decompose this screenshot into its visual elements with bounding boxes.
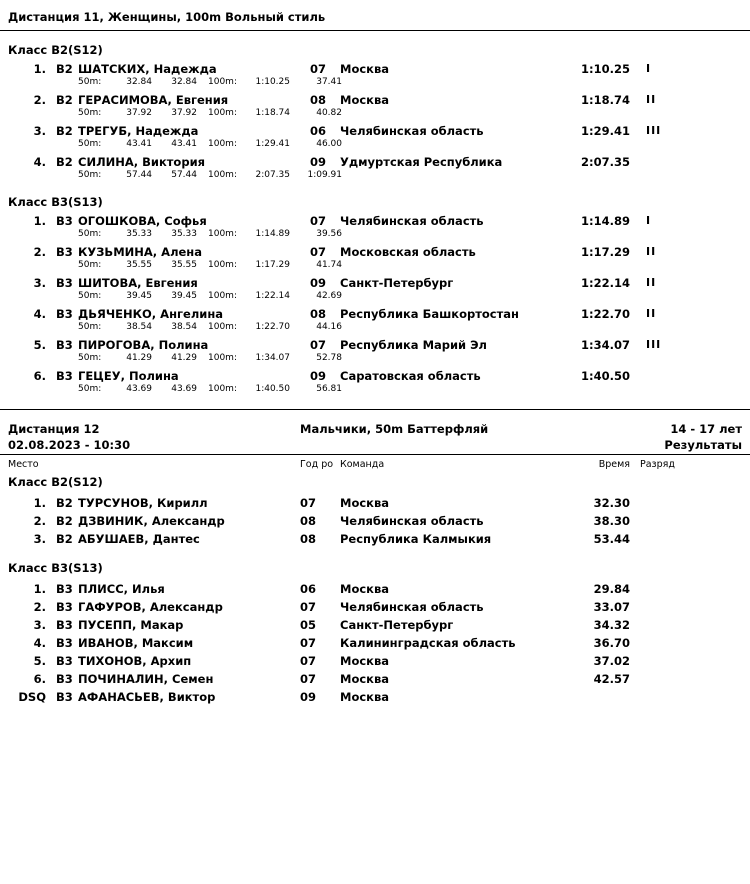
sport-class: B3 — [56, 276, 73, 290]
split-value-2: 43.69 — [171, 384, 197, 394]
sport-class: B3 — [56, 369, 73, 383]
team: Республика Башкортостан — [340, 307, 519, 321]
sport-class: B3 — [56, 690, 73, 704]
splits-row — [0, 291, 750, 304]
table-row — [0, 689, 750, 707]
split-value-1: 35.33 — [126, 229, 152, 239]
athlete-name: ПИРОГОВА, Полина — [78, 338, 209, 352]
result-row — [0, 335, 750, 366]
column-team: Команда — [340, 459, 385, 470]
team: Челябинская область — [340, 214, 484, 228]
year-of-birth: 07 — [300, 672, 317, 686]
result-row — [0, 90, 750, 121]
athlete-name: ДЗВИНИК, Александр — [78, 514, 225, 528]
rank-category: I — [646, 214, 652, 227]
split-value-1: 43.69 — [126, 384, 152, 394]
rank-category: III — [646, 338, 662, 351]
result-row — [0, 59, 750, 90]
rank: 2. — [33, 245, 46, 259]
athlete-name: ОГОШКОВА, Софья — [78, 214, 207, 228]
year-of-birth: 07 — [309, 338, 326, 352]
split-label-100: 100m: — [208, 353, 237, 363]
athlete-name: АФАНАСЬЕВ, Виктор — [78, 690, 216, 704]
split-value-1: 38.54 — [126, 322, 152, 332]
athlete-name: ПЛИСС, Илья — [78, 582, 165, 596]
rank: 2. — [33, 514, 46, 528]
year-of-birth: 08 — [300, 514, 317, 528]
split-value-4: 52.78 — [316, 353, 342, 363]
team: Москва — [340, 93, 390, 107]
split-value-2: 57.44 — [171, 170, 197, 180]
event-datetime: 02.08.2023 - 10:30 — [8, 438, 131, 452]
split-label-100: 100m: — [208, 229, 237, 239]
split-label-100: 100m: — [208, 139, 237, 149]
split-value-4: 37.41 — [316, 77, 342, 87]
column-rank-category: Разряд — [640, 459, 675, 470]
split-value-4: 46.00 — [316, 139, 342, 149]
team: Московская область — [340, 245, 476, 259]
year-of-birth: 09 — [300, 690, 317, 704]
athlete-name: ТИХОНОВ, Архип — [78, 654, 192, 668]
event-title: Дистанция 12 — [8, 422, 100, 436]
results-label: Результаты — [664, 438, 742, 452]
split-label-50: 50m: — [78, 139, 102, 149]
athlete-name: ПОЧИНАЛИН, Семен — [78, 672, 214, 686]
rank: 1. — [33, 214, 46, 228]
split-label-50: 50m: — [78, 291, 102, 301]
split-label-50: 50m: — [78, 322, 102, 332]
rank: DSQ — [18, 690, 46, 704]
athlete-name: ТРЕГУБ, Надежда — [78, 124, 199, 138]
split-value-2: 37.92 — [171, 108, 197, 118]
split-value-1: 37.92 — [126, 108, 152, 118]
year-of-birth: 07 — [309, 62, 326, 76]
table-row — [0, 581, 750, 599]
split-label-100: 100m: — [208, 108, 237, 118]
team: Челябинская область — [340, 514, 484, 528]
rank-category: II — [646, 307, 657, 320]
final-time: 36.70 — [593, 636, 630, 650]
rank: 1. — [33, 62, 46, 76]
rank: 1. — [33, 496, 46, 510]
split-value-1: 32.84 — [126, 77, 152, 87]
final-time: 1:18.74 — [581, 93, 630, 107]
table-row — [0, 653, 750, 671]
year-of-birth: 07 — [300, 636, 317, 650]
column-headers — [0, 455, 750, 475]
sport-class: B2 — [56, 124, 73, 138]
column-place: Место — [8, 459, 39, 470]
split-value-2: 35.33 — [171, 229, 197, 239]
rank: 3. — [33, 124, 46, 138]
split-label-100: 100m: — [208, 170, 237, 180]
athlete-name: ГЕРАСИМОВА, Евгения — [78, 93, 229, 107]
sport-class: B3 — [56, 307, 73, 321]
year-of-birth: 07 — [300, 496, 317, 510]
final-time: 38.30 — [593, 514, 630, 528]
split-value-4: 40.82 — [316, 108, 342, 118]
team: Санкт-Петербург — [340, 618, 454, 632]
rank: 2. — [33, 600, 46, 614]
rank-category: II — [646, 245, 657, 258]
rank: 5. — [33, 338, 46, 352]
rank-category: I — [646, 62, 652, 75]
year-of-birth: 09 — [309, 276, 326, 290]
column-time: Время — [598, 459, 630, 470]
final-time: 29.84 — [593, 582, 630, 596]
athlete-name: ШАТСКИХ, Надежда — [78, 62, 217, 76]
year-of-birth: 07 — [309, 214, 326, 228]
event-subtitle: Мальчики, 50m Баттерфляй — [300, 422, 489, 436]
age-group: 14 - 17 лет — [670, 422, 742, 436]
table-row — [0, 635, 750, 653]
rank: 4. — [33, 307, 46, 321]
final-time: 1:17.29 — [581, 245, 630, 259]
final-time: 53.44 — [593, 532, 630, 546]
splits-row — [0, 170, 750, 183]
team: Москва — [340, 672, 390, 686]
final-time: 42.57 — [593, 672, 630, 686]
year-of-birth: 08 — [309, 93, 326, 107]
split-label-50: 50m: — [78, 353, 102, 363]
year-of-birth: 06 — [309, 124, 326, 138]
split-value-4: 39.56 — [316, 229, 342, 239]
split-label-50: 50m: — [78, 108, 102, 118]
split-label-50: 50m: — [78, 170, 102, 180]
team: Москва — [340, 62, 390, 76]
athlete-name: ДЬЯЧЕНКО, Ангелина — [78, 307, 224, 321]
class-heading: Класс B3(S13) — [8, 195, 103, 209]
table-row — [0, 617, 750, 635]
year-of-birth: 09 — [309, 369, 326, 383]
result-row — [0, 304, 750, 335]
rank: 3. — [33, 532, 46, 546]
sport-class: B3 — [56, 214, 73, 228]
rank: 6. — [33, 369, 46, 383]
class-heading: Класс B2(S12) — [8, 43, 103, 57]
split-value-4: 42.69 — [316, 291, 342, 301]
rank-category: II — [646, 276, 657, 289]
year-of-birth: 07 — [309, 245, 326, 259]
team: Москва — [340, 690, 390, 704]
split-value-3: 1:18.74 — [255, 108, 290, 118]
result-row — [0, 242, 750, 273]
team: Москва — [340, 654, 390, 668]
team: Москва — [340, 496, 390, 510]
split-label-50: 50m: — [78, 384, 102, 394]
split-value-3: 1:40.50 — [255, 384, 290, 394]
result-row — [0, 121, 750, 152]
splits-row — [0, 260, 750, 273]
rank: 3. — [33, 618, 46, 632]
year-of-birth: 05 — [300, 618, 317, 632]
sport-class: B3 — [56, 672, 73, 686]
final-time: 1:29.41 — [581, 124, 630, 138]
split-value-3: 1:34.07 — [255, 353, 290, 363]
splits-row — [0, 108, 750, 121]
rank: 3. — [33, 276, 46, 290]
split-value-3: 1:17.29 — [255, 260, 290, 270]
year-of-birth: 09 — [309, 155, 326, 169]
split-value-4: 56.81 — [316, 384, 342, 394]
team: Удмуртская Республика — [340, 155, 503, 169]
splits-row — [0, 322, 750, 335]
team: Челябинская область — [340, 600, 484, 614]
split-value-4: 1:09.91 — [307, 170, 342, 180]
split-label-100: 100m: — [208, 322, 237, 332]
rank: 4. — [33, 636, 46, 650]
final-time: 33.07 — [593, 600, 630, 614]
final-time: 2:07.35 — [581, 155, 630, 169]
split-value-3: 1:10.25 — [255, 77, 290, 87]
splits-row — [0, 229, 750, 242]
split-value-3: 2:07.35 — [255, 170, 290, 180]
splits-row — [0, 77, 750, 90]
table-row — [0, 531, 750, 549]
sport-class: B2 — [56, 514, 73, 528]
split-value-1: 39.45 — [126, 291, 152, 301]
final-time: 1:14.89 — [581, 214, 630, 228]
year-of-birth: 08 — [300, 532, 317, 546]
table-row — [0, 599, 750, 617]
rank-category: II — [646, 93, 657, 106]
split-value-3: 1:22.14 — [255, 291, 290, 301]
split-value-1: 57.44 — [126, 170, 152, 180]
athlete-name: АБУШАЕВ, Дантес — [78, 532, 200, 546]
split-value-2: 35.55 — [171, 260, 197, 270]
split-label-50: 50m: — [78, 77, 102, 87]
split-value-3: 1:29.41 — [255, 139, 290, 149]
split-label-100: 100m: — [208, 77, 237, 87]
split-label-100: 100m: — [208, 384, 237, 394]
rank: 4. — [33, 155, 46, 169]
sport-class: B3 — [56, 636, 73, 650]
team: Республика Калмыкия — [340, 532, 492, 546]
split-value-3: 1:14.89 — [255, 229, 290, 239]
athlete-name: ПУСЕПП, Макар — [78, 618, 184, 632]
event-1 — [0, 0, 750, 397]
team: Республика Марий Эл — [340, 338, 487, 352]
team: Москва — [340, 582, 390, 596]
splits-row — [0, 139, 750, 152]
sport-class: B2 — [56, 496, 73, 510]
year-of-birth: 07 — [300, 600, 317, 614]
sport-class: B2 — [56, 62, 73, 76]
class-heading: Класс B2(S12) — [8, 475, 103, 489]
final-time: 32.30 — [593, 496, 630, 510]
team: Калининградская область — [340, 636, 516, 650]
split-label-100: 100m: — [208, 291, 237, 301]
athlete-name: ШИТОВА, Евгения — [78, 276, 198, 290]
team: Челябинская область — [340, 124, 484, 138]
athlete-name: ГЕЦЕУ, Полина — [78, 369, 179, 383]
athlete-name: ТУРСУНОВ, Кирилл — [78, 496, 208, 510]
event-2 — [0, 409, 750, 707]
column-yob: Год ро — [300, 459, 334, 470]
athlete-name: КУЗЬМИНА, Алена — [78, 245, 202, 259]
sport-class: B2 — [56, 155, 73, 169]
splits-row — [0, 384, 750, 397]
split-value-4: 41.74 — [316, 260, 342, 270]
sport-class: B3 — [56, 600, 73, 614]
final-time: 34.32 — [593, 618, 630, 632]
sport-class: B3 — [56, 618, 73, 632]
sport-class: B3 — [56, 338, 73, 352]
split-value-2: 32.84 — [171, 77, 197, 87]
final-time: 1:22.70 — [581, 307, 630, 321]
sport-class: B3 — [56, 582, 73, 596]
split-value-3: 1:22.70 — [255, 322, 290, 332]
athlete-name: ИВАНОВ, Максим — [78, 636, 194, 650]
result-row — [0, 366, 750, 397]
split-value-1: 41.29 — [126, 353, 152, 363]
sport-class: B2 — [56, 532, 73, 546]
final-time: 37.02 — [593, 654, 630, 668]
split-value-2: 43.41 — [171, 139, 197, 149]
year-of-birth: 07 — [300, 654, 317, 668]
split-value-1: 43.41 — [126, 139, 152, 149]
sport-class: B2 — [56, 93, 73, 107]
split-label-100: 100m: — [208, 260, 237, 270]
split-value-2: 39.45 — [171, 291, 197, 301]
athlete-name: ГАФУРОВ, Александр — [78, 600, 223, 614]
split-label-50: 50m: — [78, 229, 102, 239]
final-time: 1:22.14 — [581, 276, 630, 290]
rank: 6. — [33, 672, 46, 686]
result-row — [0, 273, 750, 304]
final-time: 1:34.07 — [581, 338, 630, 352]
team: Санкт-Петербург — [340, 276, 454, 290]
sport-class: B3 — [56, 654, 73, 668]
rank: 1. — [33, 582, 46, 596]
rank-category: III — [646, 124, 662, 137]
final-time: 1:40.50 — [581, 369, 630, 383]
splits-row — [0, 353, 750, 366]
table-row — [0, 495, 750, 513]
athlete-name: СИЛИНА, Виктория — [78, 155, 206, 169]
split-value-2: 41.29 — [171, 353, 197, 363]
event-title: Дистанция 11, Женщины, 100m Вольный стиль — [8, 10, 326, 24]
rank: 5. — [33, 654, 46, 668]
table-row — [0, 513, 750, 531]
sport-class: B3 — [56, 245, 73, 259]
team: Саратовская область — [340, 369, 481, 383]
split-value-2: 38.54 — [171, 322, 197, 332]
split-label-50: 50m: — [78, 260, 102, 270]
split-value-4: 44.16 — [316, 322, 342, 332]
year-of-birth: 08 — [309, 307, 326, 321]
result-row — [0, 152, 750, 183]
rank: 2. — [33, 93, 46, 107]
class-heading: Класс B3(S13) — [8, 561, 103, 575]
table-row — [0, 671, 750, 689]
result-row — [0, 211, 750, 242]
year-of-birth: 06 — [300, 582, 317, 596]
split-value-1: 35.55 — [126, 260, 152, 270]
final-time: 1:10.25 — [581, 62, 630, 76]
